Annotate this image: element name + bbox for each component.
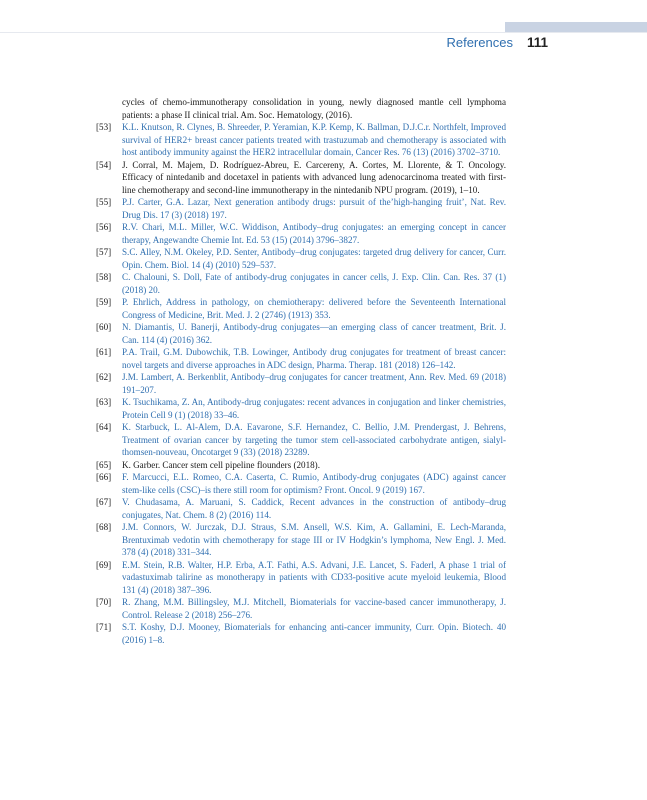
reference-number: [66]	[96, 472, 112, 482]
reference-entry	[96, 396, 506, 421]
reference-number: [71]	[96, 622, 112, 632]
reference-continuation: cycles of chemo-immunotherapy consolidation in young, newly diagnosed mantle cell lymphoma patients: a phase II clinical trial. Am. Soc. Hematology, (2016).	[122, 97, 506, 120]
reference-link[interactable]: R. Zhang, M.M. Billingsley, M.J. Mitchell, Biomaterials for vaccine-based cancer immunotherapy, J. Control. Release 2 (2018) 256–276.	[122, 597, 506, 620]
reference-link[interactable]: N. Diamantis, U. Banerji, Antibody-drug conjugates—an emerging class of cancer treatment, Brit. J. Can. 114 (4) (2016) 362.	[122, 322, 506, 345]
reference-number: [58]	[96, 272, 112, 282]
reference-number: [60]	[96, 322, 112, 332]
reference-link[interactable]: J.M. Connors, W. Jurczak, D.J. Straus, S.M. Ansell, W.S. Kim, A. Gallamini, E. Lech-Maranda, Brentuximab vedotin with chemotherapy for stage III or IV Hodgkin’s lymphoma, New Engl. J. Med. 378 (4) (2018) 331–344.	[122, 522, 506, 557]
reference-entry	[96, 121, 506, 159]
header-accent-band	[505, 22, 647, 32]
section-title: References	[446, 35, 513, 50]
reference-entry	[96, 496, 506, 521]
reference-entry	[96, 321, 506, 346]
reference-link[interactable]: E.M. Stein, R.B. Walter, H.P. Erba, A.T. Fathi, A.S. Advani, J.E. Lancet, S. Faderl, A phase 1 trial of vadastuximab talirine as monotherapy in patients with CD33-positive acute myeloid leukemia, Blood 131 (4) (2018) 387–396.	[122, 559, 506, 595]
reference-number: [56]	[96, 222, 112, 232]
reference-entry	[96, 596, 506, 621]
reference-text: J. Corral, M. Majem, D. Rodríguez-Abreu, E. Carcereny, A. Cortes, M. Llorente, & T. Oncology. Efficacy of nintedanib and docetaxel in patients with advanced lung adenocarcinoma treated with first-line chemotherapy and second-line immunotherapy in the nintedanib NPU program. (2019), 1–10.	[122, 159, 506, 195]
reference-list	[96, 96, 506, 646]
reference-entry	[96, 521, 506, 559]
reference-entry	[96, 296, 506, 321]
reference-number: [54]	[96, 159, 112, 170]
reference-number: [61]	[96, 347, 112, 357]
header-rule	[0, 32, 647, 33]
reference-entry	[96, 371, 506, 396]
reference-entry	[96, 159, 506, 197]
reference-number: [57]	[96, 247, 112, 257]
reference-link[interactable]: K. Starbuck, L. Al-Alem, D.A. Eavarone, S.F. Hernandez, C. Bellio, J.M. Prendergast, J. Behrens, Treatment of ovarian cancer by targeting the tumor stem cell-associated carbohydrate antigen, sialyl-thomsen-nouveau, Oncotarget 9 (33) (2018) 23289.	[122, 422, 506, 457]
reference-number: [63]	[96, 397, 112, 407]
reference-link[interactable]: P.J. Carter, G.A. Lazar, Next generation antibody drugs: pursuit of the’high-hanging fruit’, Nat. Rev. Drug Dis. 17 (3) (2018) 197.	[122, 197, 506, 220]
reference-number: [67]	[96, 497, 112, 507]
reference-entry	[96, 459, 506, 472]
reference-number: [65]	[96, 459, 112, 470]
reference-text: K. Garber. Cancer stem cell pipeline flounders (2018).	[122, 459, 320, 470]
reference-link[interactable]: F. Marcucci, E.L. Romeo, C.A. Caserta, C. Rumio, Antibody-drug conjugates (ADC) against cancer stem-like cells (CSC)–is there still room for optimism? Front. Oncol. 9 (2019) 167.	[122, 472, 506, 495]
reference-number: [68]	[96, 522, 112, 532]
reference-number: [70]	[96, 597, 112, 607]
reference-entry	[96, 471, 506, 496]
reference-number: [53]	[96, 122, 112, 132]
reference-link[interactable]: C. Chalouni, S. Doll, Fate of antibody-drug conjugates in cancer cells, J. Exp. Clin. Can. Res. 37 (1) (2018) 20.	[122, 272, 506, 295]
reference-entry	[96, 246, 506, 271]
reference-number: [62]	[96, 372, 112, 382]
reference-number: [69]	[96, 559, 112, 570]
reference-entry	[96, 271, 506, 296]
reference-link[interactable]: S.C. Alley, N.M. Okeley, P.D. Senter, Antibody–drug conjugates: targeted drug delivery for cancer, Curr. Opin. Chem. Biol. 14 (4) (2010) 529–537.	[122, 247, 506, 270]
reference-link[interactable]: S.T. Koshy, D.J. Mooney, Biomaterials for enhancing anti-cancer immunity, Curr. Opin. Biotech. 40 (2016) 1–8.	[122, 622, 506, 645]
page-number: 111	[526, 35, 548, 50]
reference-entry	[96, 221, 506, 246]
running-header	[446, 35, 548, 50]
reference-entry	[96, 621, 506, 646]
reference-entry	[96, 346, 506, 371]
reference-link[interactable]: R.V. Chari, M.L. Miller, W.C. Widdison, Antibody–drug conjugates: an emerging concept in cancer therapy, Angewandte Chemie Int. Ed. 53 (15) (2014) 3796–3827.	[122, 222, 506, 245]
reference-entry	[96, 421, 506, 459]
reference-entry	[96, 559, 506, 597]
reference-link[interactable]: V. Chudasama, A. Maruani, S. Caddick, Recent advances in the construction of antibody–drug conjugates, Nat. Chem. 8 (2) (2016) 114.	[122, 497, 506, 520]
reference-number: [59]	[96, 297, 112, 307]
reference-link[interactable]: K. Tsuchikama, Z. An, Antibody-drug conjugates: recent advances in conjugation and linker chemistries, Protein Cell 9 (1) (2018) 33–46.	[122, 397, 506, 420]
reference-link[interactable]: K.L. Knutson, R. Clynes, B. Shreeder, P. Yeramian, K.P. Kemp, K. Ballman, D.J.C.r. Northfelt, Improved survival of HER2+ breast cancer patients treated with trastuzumab and chemotherapy is associated with host antibody immunity against the HER2 intracellular domain, Cancer Res. 76 (13) (2016) 3702–3710.	[122, 122, 506, 157]
reference-link[interactable]: P. Ehrlich, Address in pathology, on chemiotherapy: delivered before the Seventeenth International Congress of Medicine, Brit. Med. J. 2 (2746) (1913) 353.	[122, 297, 506, 320]
reference-entry	[96, 196, 506, 221]
reference-number: [55]	[96, 197, 112, 207]
reference-number: [64]	[96, 422, 112, 432]
reference-link[interactable]: P.A. Trail, G.M. Dubowchik, T.B. Lowinger, Antibody drug conjugates for treatment of breast cancer: novel targets and diverse approaches in ADC design, Pharma. Therap. 181 (2018) 126–142.	[122, 347, 506, 370]
reference-link[interactable]: J.M. Lambert, A. Berkenblit, Antibody–drug conjugates for cancer treatment, Ann. Rev. Med. 69 (2018) 191–207.	[122, 372, 506, 395]
